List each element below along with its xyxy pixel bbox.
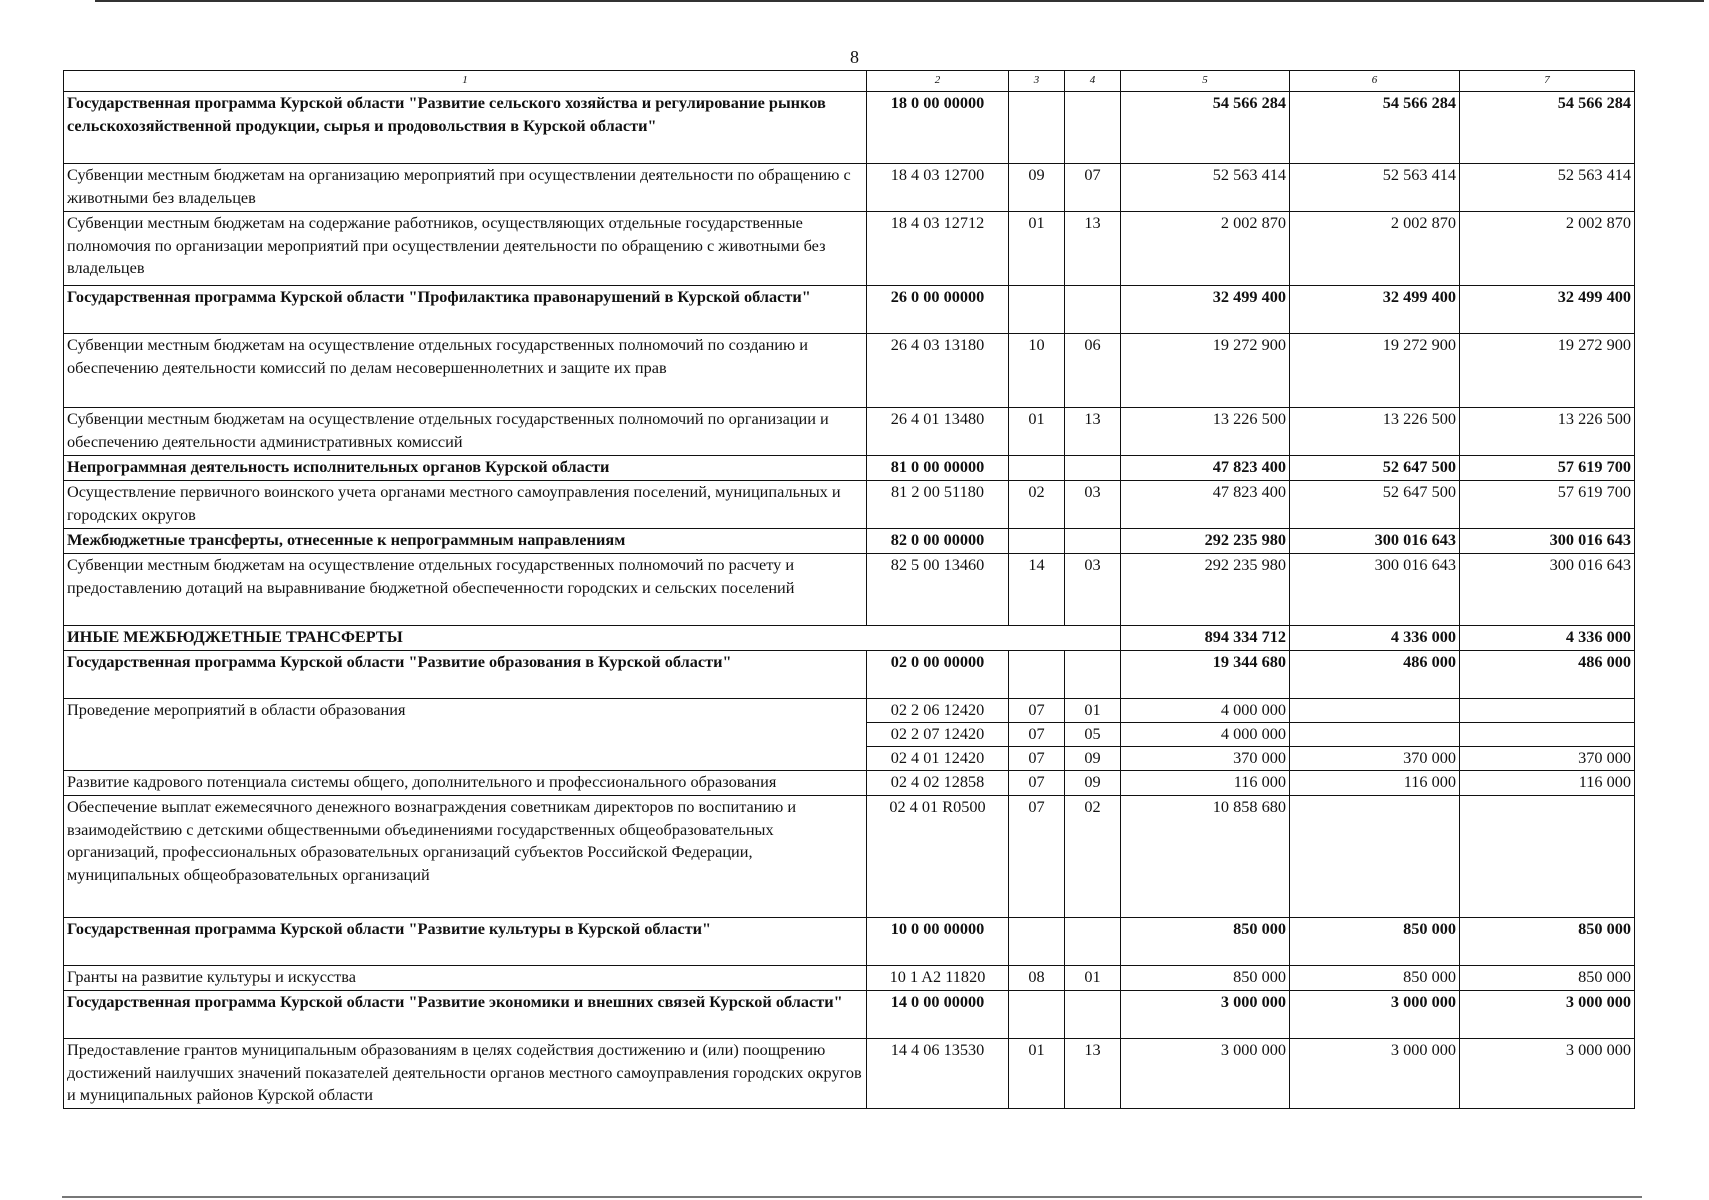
row-amount-year2: 300 016 643 <box>1290 554 1460 626</box>
row-amount-year1: 4 000 000 <box>1121 723 1290 747</box>
row-description: Государственная программа Курской области "Развитие сельского хозяйства и регулирование рынков сельскохозяйственной продукции, сырья и продовольствия в Курской области" <box>64 92 867 164</box>
row-amount-year2: 13 226 500 <box>1290 408 1460 456</box>
table-row-program <box>64 286 1635 334</box>
row-amount-year2: 116 000 <box>1290 771 1460 796</box>
row-subsection: 06 <box>1065 334 1121 408</box>
row-amount-year1: 32 499 400 <box>1121 286 1290 334</box>
row-code: 81 0 00 00000 <box>867 456 1009 481</box>
row-description: Предоставление грантов муниципальным образованиям в целях содействия достижению и (или) поощрению достижений наилучших значений показателей деятельности органов местного самоуправления городских округов и муниципальных районов Курской области <box>64 1039 867 1109</box>
row-description: Гранты на развитие культуры и искусства <box>64 966 867 991</box>
table-row-program <box>64 651 1635 699</box>
row-amount-year3: 300 016 643 <box>1460 554 1635 626</box>
row-subsection: 03 <box>1065 481 1121 529</box>
row-subsection <box>1065 456 1121 481</box>
row-amount-year1: 13 226 500 <box>1121 408 1290 456</box>
row-section: 10 <box>1009 334 1065 408</box>
row-amount-year3: 300 016 643 <box>1460 529 1635 554</box>
row-amount-year1: 10 858 680 <box>1121 796 1290 918</box>
top-scan-rule <box>95 0 1704 2</box>
row-amount-year1: 47 823 400 <box>1121 456 1290 481</box>
row-section <box>1009 456 1065 481</box>
row-code: 26 4 01 13480 <box>867 408 1009 456</box>
row-code: 82 0 00 00000 <box>867 529 1009 554</box>
row-section: 07 <box>1009 771 1065 796</box>
col-header-6: 6 <box>1290 71 1460 92</box>
row-amount-year2: 486 000 <box>1290 651 1460 699</box>
row-amount-year3: 13 226 500 <box>1460 408 1635 456</box>
row-section <box>1009 651 1065 699</box>
row-amount-year1: 116 000 <box>1121 771 1290 796</box>
row-amount-year3: 32 499 400 <box>1460 286 1635 334</box>
row-code: 18 4 03 12712 <box>867 212 1009 286</box>
row-amount-year1: 850 000 <box>1121 918 1290 966</box>
row-section <box>1009 529 1065 554</box>
section-y2: 4 336 000 <box>1290 626 1460 651</box>
row-section: 01 <box>1009 408 1065 456</box>
row-amount-year1: 292 235 980 <box>1121 529 1290 554</box>
row-code: 02 4 01 R0500 <box>867 796 1009 918</box>
row-amount-year3: 57 619 700 <box>1460 481 1635 529</box>
row-description: Субвенции местным бюджетам на осуществление отдельных государственных полномочий по созданию и обеспечению деятельности комиссий по делам несовершеннолетних и защите их прав <box>64 334 867 408</box>
row-amount-year3: 370 000 <box>1460 747 1635 771</box>
row-amount-year2: 52 647 500 <box>1290 456 1460 481</box>
row-amount-year3: 850 000 <box>1460 966 1635 991</box>
row-amount-year1: 4 000 000 <box>1121 699 1290 723</box>
row-amount-year2: 54 566 284 <box>1290 92 1460 164</box>
table-row <box>64 408 1635 456</box>
row-code: 18 0 00 00000 <box>867 92 1009 164</box>
row-amount-year1: 3 000 000 <box>1121 1039 1290 1109</box>
row-subsection: 13 <box>1065 408 1121 456</box>
page-number: 8 <box>850 47 859 67</box>
row-amount-year1: 52 563 414 <box>1121 164 1290 212</box>
col-header-7: 7 <box>1460 71 1635 92</box>
row-subsection <box>1065 651 1121 699</box>
row-amount-year1: 3 000 000 <box>1121 991 1290 1039</box>
row-amount-year3: 52 563 414 <box>1460 164 1635 212</box>
row-amount-year3: 486 000 <box>1460 651 1635 699</box>
row-description: Развитие кадрового потенциала системы общего, дополнительного и профессионального образования <box>64 771 867 796</box>
row-amount-year2 <box>1290 723 1460 747</box>
table-row <box>64 164 1635 212</box>
row-amount-year3: 116 000 <box>1460 771 1635 796</box>
col-header-5: 5 <box>1121 71 1290 92</box>
row-amount-year3: 54 566 284 <box>1460 92 1635 164</box>
row-code: 18 4 03 12700 <box>867 164 1009 212</box>
row-amount-year2: 850 000 <box>1290 966 1460 991</box>
row-code: 81 2 00 51180 <box>867 481 1009 529</box>
row-amount-year3: 19 272 900 <box>1460 334 1635 408</box>
row-description: Субвенции местным бюджетам на содержание работников, осуществляющих отдельные государственные полномочия по организации мероприятий при осуществлении деятельности по обращению с животными без владельцев <box>64 212 867 286</box>
section-title: ИНЫЕ МЕЖБЮДЖЕТНЫЕ ТРАНСФЕРТЫ <box>64 626 1121 651</box>
row-amount-year3: 850 000 <box>1460 918 1635 966</box>
row-section: 09 <box>1009 164 1065 212</box>
row-code: 26 0 00 00000 <box>867 286 1009 334</box>
row-code: 02 2 07 12420 <box>867 723 1009 747</box>
row-amount-year1: 370 000 <box>1121 747 1290 771</box>
table-row <box>64 1039 1635 1109</box>
row-amount-year2: 52 647 500 <box>1290 481 1460 529</box>
table-row-program <box>64 456 1635 481</box>
row-amount-year1: 292 235 980 <box>1121 554 1290 626</box>
row-subsection: 09 <box>1065 771 1121 796</box>
row-section: 08 <box>1009 966 1065 991</box>
section-row <box>64 626 1635 651</box>
table-row <box>64 554 1635 626</box>
row-description: Обеспечение выплат ежемесячного денежного вознаграждения советникам директоров по воспитанию и взаимодействию с детскими общественными объединениями государственных общеобразовательных организаций, профессиональных образовательных организаций субъектов Российской Федерации, муниципальных общеобразовательных организаций <box>64 796 867 918</box>
table-row-program <box>64 918 1635 966</box>
row-subsection <box>1065 92 1121 164</box>
table-row <box>64 771 1635 796</box>
row-subsection: 05 <box>1065 723 1121 747</box>
row-code: 82 5 00 13460 <box>867 554 1009 626</box>
row-description: Государственная программа Курской области "Профилактика правонарушений в Курской области" <box>64 286 867 334</box>
row-code: 14 0 00 00000 <box>867 991 1009 1039</box>
row-amount-year3: 2 002 870 <box>1460 212 1635 286</box>
col-header-2: 2 <box>867 71 1009 92</box>
row-subsection <box>1065 529 1121 554</box>
table-row-program <box>64 92 1635 164</box>
row-amount-year2: 52 563 414 <box>1290 164 1460 212</box>
row-section: 07 <box>1009 796 1065 918</box>
row-code: 02 2 06 12420 <box>867 699 1009 723</box>
row-description: Субвенции местным бюджетам на осуществление отдельных государственных полномочий по расчету и предоставлению дотаций на выравнивание бюджетной обеспеченности городских и сельских поселений <box>64 554 867 626</box>
table-row <box>64 334 1635 408</box>
col-header-4: 4 <box>1065 71 1121 92</box>
row-subsection: 07 <box>1065 164 1121 212</box>
row-section <box>1009 92 1065 164</box>
row-section <box>1009 991 1065 1039</box>
table-row <box>64 481 1635 529</box>
table-row-program <box>64 529 1635 554</box>
header-row <box>64 71 1635 92</box>
table-body <box>64 92 1635 1109</box>
row-subsection: 02 <box>1065 796 1121 918</box>
row-amount-year3: 57 619 700 <box>1460 456 1635 481</box>
row-code: 02 4 01 12420 <box>867 747 1009 771</box>
row-section <box>1009 918 1065 966</box>
row-code: 26 4 03 13180 <box>867 334 1009 408</box>
row-amount-year1: 19 272 900 <box>1121 334 1290 408</box>
row-section: 07 <box>1009 747 1065 771</box>
row-code: 10 0 00 00000 <box>867 918 1009 966</box>
row-amount-year1: 47 823 400 <box>1121 481 1290 529</box>
row-description: Непрограммная деятельность исполнительных органов Курской области <box>64 456 867 481</box>
row-description: Осуществление первичного воинского учета органами местного самоуправления поселений, муниципальных и городских округов <box>64 481 867 529</box>
row-description: Субвенции местным бюджетам на организацию мероприятий при осуществлении деятельности по обращению с животными без владельцев <box>64 164 867 212</box>
budget-table <box>63 70 1635 1109</box>
row-description: Государственная программа Курской области "Развитие экономики и внешних связей Курской области" <box>64 991 867 1039</box>
section-y1: 894 334 712 <box>1121 626 1290 651</box>
table-row <box>64 699 1635 723</box>
row-description: Межбюджетные трансферты, отнесенные к непрограммным направлениям <box>64 529 867 554</box>
bottom-scan-rule <box>62 1196 1642 1198</box>
row-subsection <box>1065 991 1121 1039</box>
col-header-3: 3 <box>1009 71 1065 92</box>
row-description: Проведение мероприятий в области образования <box>64 699 867 771</box>
row-section: 01 <box>1009 1039 1065 1109</box>
row-amount-year2 <box>1290 699 1460 723</box>
row-section: 02 <box>1009 481 1065 529</box>
row-description: Государственная программа Курской области "Развитие культуры в Курской области" <box>64 918 867 966</box>
row-description: Субвенции местным бюджетам на осуществление отдельных государственных полномочий по организации и обеспечению деятельности административных комиссий <box>64 408 867 456</box>
row-amount-year2: 32 499 400 <box>1290 286 1460 334</box>
row-amount-year3 <box>1460 699 1635 723</box>
row-amount-year2: 370 000 <box>1290 747 1460 771</box>
row-code: 10 1 A2 11820 <box>867 966 1009 991</box>
row-amount-year1: 2 002 870 <box>1121 212 1290 286</box>
table-row-program <box>64 991 1635 1039</box>
row-amount-year2: 850 000 <box>1290 918 1460 966</box>
row-section: 01 <box>1009 212 1065 286</box>
row-subsection <box>1065 918 1121 966</box>
row-amount-year1: 850 000 <box>1121 966 1290 991</box>
row-amount-year3 <box>1460 796 1635 918</box>
row-section: 14 <box>1009 554 1065 626</box>
row-description: Государственная программа Курской области "Развитие образования в Курской области" <box>64 651 867 699</box>
row-amount-year3: 3 000 000 <box>1460 991 1635 1039</box>
row-subsection <box>1065 286 1121 334</box>
row-amount-year2: 3 000 000 <box>1290 991 1460 1039</box>
row-amount-year2: 2 002 870 <box>1290 212 1460 286</box>
row-section <box>1009 286 1065 334</box>
row-amount-year2: 19 272 900 <box>1290 334 1460 408</box>
table-row <box>64 966 1635 991</box>
row-amount-year2: 3 000 000 <box>1290 1039 1460 1109</box>
row-subsection: 09 <box>1065 747 1121 771</box>
row-amount-year1: 19 344 680 <box>1121 651 1290 699</box>
col-header-1: 1 <box>64 71 867 92</box>
row-subsection: 03 <box>1065 554 1121 626</box>
row-subsection: 01 <box>1065 699 1121 723</box>
section-y3: 4 336 000 <box>1460 626 1635 651</box>
row-subsection: 01 <box>1065 966 1121 991</box>
row-amount-year3 <box>1460 723 1635 747</box>
row-code: 02 0 00 00000 <box>867 651 1009 699</box>
row-section: 07 <box>1009 699 1065 723</box>
row-section: 07 <box>1009 723 1065 747</box>
table-row <box>64 212 1635 286</box>
row-code: 02 4 02 12858 <box>867 771 1009 796</box>
row-subsection: 13 <box>1065 1039 1121 1109</box>
row-amount-year3: 3 000 000 <box>1460 1039 1635 1109</box>
row-amount-year2 <box>1290 796 1460 918</box>
row-code: 14 4 06 13530 <box>867 1039 1009 1109</box>
row-subsection: 13 <box>1065 212 1121 286</box>
table-row <box>64 796 1635 918</box>
row-amount-year2: 300 016 643 <box>1290 529 1460 554</box>
row-amount-year1: 54 566 284 <box>1121 92 1290 164</box>
